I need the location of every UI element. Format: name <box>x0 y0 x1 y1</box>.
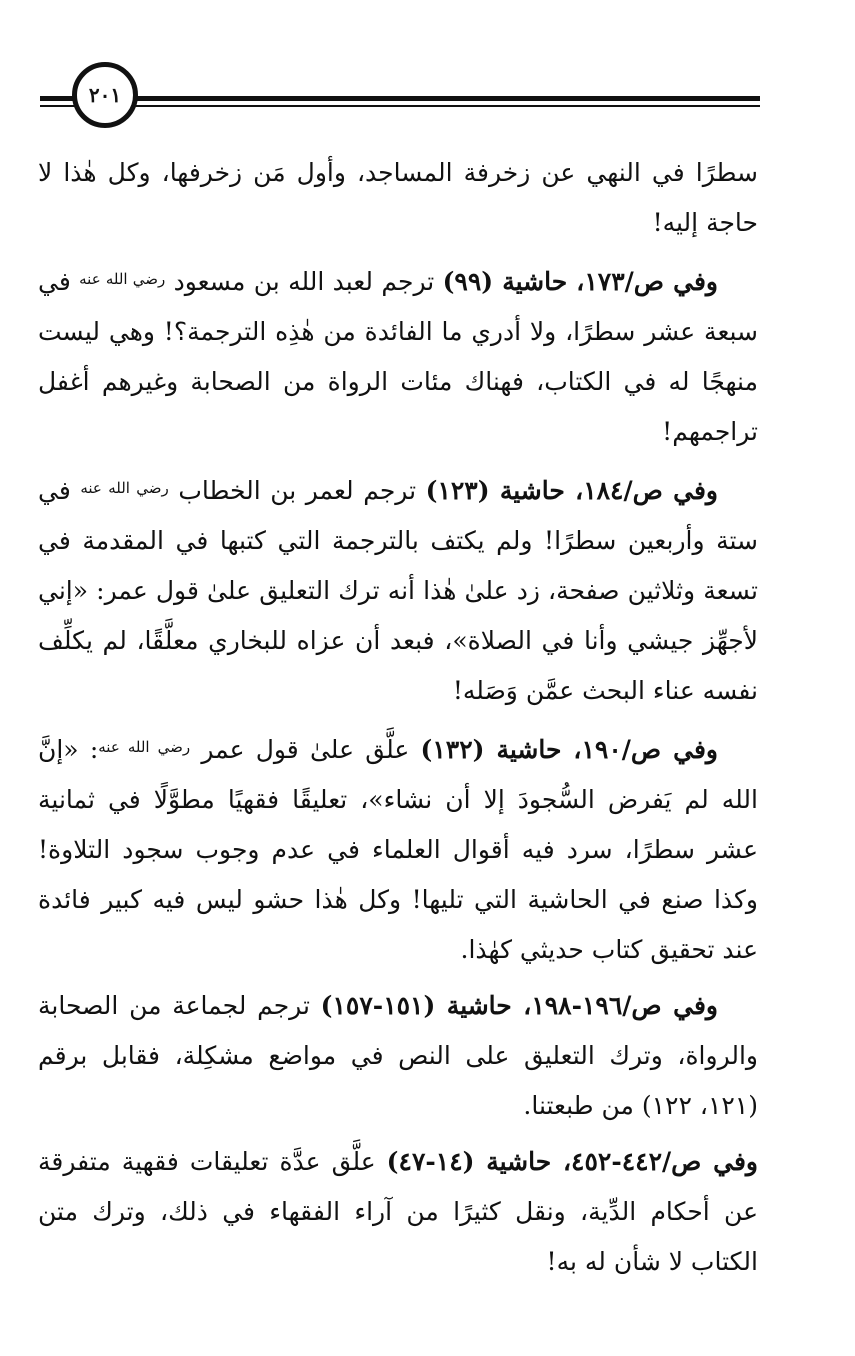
paragraph-text: علَّق عدَّة تعليقات فقهية متفرقة عن أحكام الدِّية، ونقل كثيرًا من آراء الفقهاء في ذلك، وترك متن الكتاب لا شأن له به! <box>38 1147 758 1276</box>
paragraph-6 <box>38 1137 758 1287</box>
paragraph-lead: وفي ص/١٧٣، حاشية (٩٩) <box>442 267 718 296</box>
paragraph-1 <box>38 148 758 248</box>
page-header <box>28 62 760 134</box>
paragraph-lead: وفي ص/٤٤٢-٤٥٢، حاشية (١٤-٤٧) <box>386 1147 758 1176</box>
paragraph-text: ترجم لعمر بن الخطاب <box>168 476 426 505</box>
paragraph-4 <box>38 722 758 975</box>
paragraph-5 <box>38 981 758 1131</box>
paragraph-text-continued: : «إنَّ الله لم يَفرض السُّجودَ إلا أن نشاء»، تعليقًا فقهيًا مطوَّلًا في ثمانية عشر سطرًا، سرد فيه أقوال العلماء في عدم وجوب سجود التلاوة! وكذا صنع في الحاشية التي تليها! وكل هٰذا حشو ليس فيه كبير فائدة عند تحقيق كتاب حديثي كهٰذا. <box>38 735 758 964</box>
paragraph-text-continued: في سبعة عشر سطرًا، ولا أدري ما الفائدة من هٰذِه الترجمة؟! وهي ليست منهجًا له في الكتاب، فهناك مئات الرواة من الصحابة وغيرهم أغفل تراجمهم! <box>38 267 758 446</box>
paragraph-2 <box>38 254 758 457</box>
honorific-glyph: رضي الله عنه <box>98 738 191 756</box>
page-number: ٢٠١ <box>88 83 122 107</box>
paragraph-text: ترجم لجماعة من الصحابة والرواة، وترك التعليق على النص في مواضع مشكِلة، فقابل برقم (١٢١، ١٢٢) من طبعتنا. <box>38 991 758 1120</box>
paragraph-lead: وفي ص/١٨٤، حاشية (١٢٣) <box>425 476 718 505</box>
paragraph-text-continued: في ستة وأربعين سطرًا! ولم يكتف بالترجمة التي كتبها في المقدمة في تسعة وثلاثين صفحة، زد علىٰ هٰذا أنه ترك التعليق علىٰ قول عمر: «إني لأجهِّز جيشي وأنا في الصلاة»، فبعد أن عزاه للبخاري معلَّقًا، لم يكلِّف نفسه عناء البحث عمَّن وَصَله! <box>38 476 758 705</box>
page-number-circle <box>72 62 138 128</box>
honorific-glyph: رضي الله عنه <box>79 270 166 288</box>
paragraph-text: سطرًا في النهي عن زخرفة المساجد، وأول مَن زخرفها، وكل هٰذا لا حاجة إليه! <box>38 158 758 237</box>
header-rule-thick <box>108 96 760 101</box>
paragraph-lead: وفي ص/١٩٠، حاشية (١٣٢) <box>420 735 718 764</box>
paragraph-lead: وفي ص/١٩٦-١٩٨، حاشية (١٥١-١٥٧) <box>320 991 718 1020</box>
paragraph-3 <box>38 463 758 716</box>
paragraph-text: علَّق علىٰ قول عمر <box>190 735 421 764</box>
text-body <box>38 148 758 1293</box>
honorific-glyph: رضي الله عنه <box>80 479 169 497</box>
header-rule-thin <box>108 105 760 107</box>
paragraph-text: ترجم لعبد الله بن مسعود <box>165 267 443 296</box>
